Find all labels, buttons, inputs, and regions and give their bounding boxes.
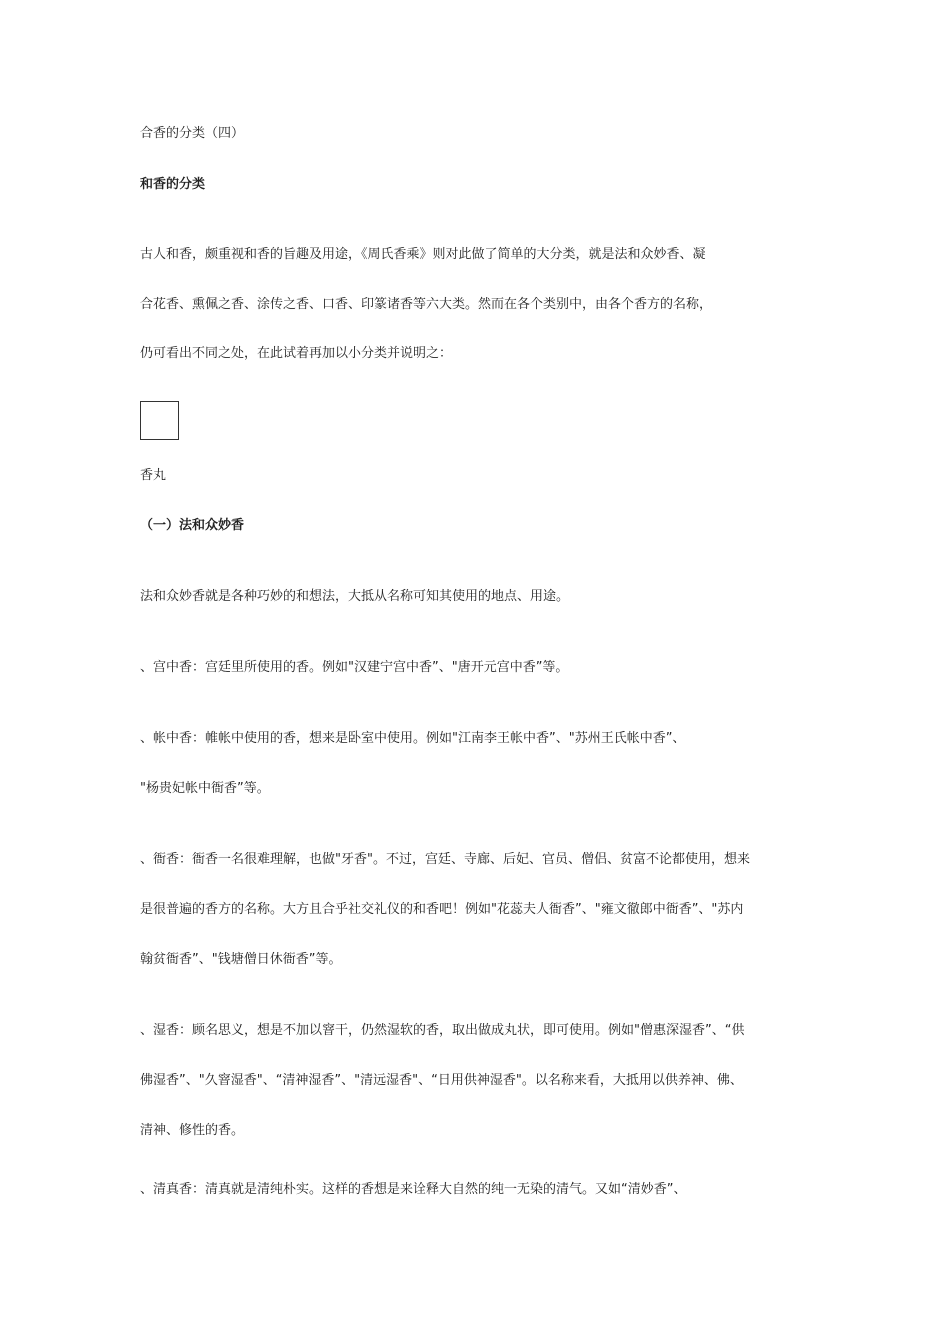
image-placeholder bbox=[140, 401, 179, 440]
subsection-description: 法和众妙香就是各种巧妙的和想法，大抵从名称可知其使用的地点、用途。 bbox=[140, 589, 570, 604]
intro-line-1: 古人和香，颇重视和香的旨趣及用途，《周氏香乘》则对此做了简单的大分类，就是法和众妙香、凝 bbox=[140, 247, 706, 262]
section-heading: 和香的分类 bbox=[140, 177, 206, 192]
image-caption: 香丸 bbox=[140, 468, 167, 483]
item-wet-incense-line-2: 佛湿香”、"久窨湿香"、“清神湿香”、"清远湿香"、“日用供神湿香"。以名称来看，大抵用以供养神、佛、 bbox=[140, 1073, 743, 1088]
intro-line-2: 合花香、熏佩之香、涂传之香、口香、印篆诸香等六大类。然而在各个类别中，由各个香方的名称， bbox=[140, 297, 713, 312]
item-curtain-incense-line-1: 、帐中香：帷帐中使用的香，想来是卧室中使用。例如"江南李王帐中香”、"苏州王氏帐中香”、 bbox=[140, 731, 686, 746]
item-ya-incense-line-2: 是很普遍的香方的名称。大方且合乎社交礼仪的和香吧！例如"花蕊夫人衙香”、"雍文徹郎中衙香”、"苏内 bbox=[140, 902, 744, 917]
item-ya-incense-line-1: 、衙香：衙香一名很难理解，也做"牙香"。不过，宫廷、寺廊、后妃、官员、僧侣、贫富不论都使用，想来 bbox=[140, 852, 750, 867]
intro-line-3: 仍可看出不同之处，在此试着再加以小分类并说明之： bbox=[140, 346, 453, 361]
document-title: 合香的分类（四） bbox=[140, 126, 245, 141]
item-ya-incense-line-3: 翰贫衙香”、"钱塘僧日休衙香”等。 bbox=[140, 952, 342, 967]
item-curtain-incense-line-2: "杨贵妃帐中衙香”等。 bbox=[140, 781, 270, 796]
item-pure-incense-line-1: 、清真香：清真就是清纯朴实。这样的香想是来诠释大自然的纯一无染的清气。又如“清妙香”、 bbox=[140, 1182, 687, 1197]
item-palace-incense: 、宫中香：宫廷里所使用的香。例如"汉建宁宫中香”、"唐开元宫中香”等。 bbox=[140, 660, 569, 675]
item-wet-incense-line-3: 清神、修性的香。 bbox=[140, 1123, 245, 1138]
item-wet-incense-line-1: 、湿香：顾名思义，想是不加以窨干，仍然湿软的香，取出做成丸状，即可使用。例如"僧惠深湿香”、“供 bbox=[140, 1023, 745, 1038]
subsection-heading: （一）法和众妙香 bbox=[140, 518, 245, 533]
